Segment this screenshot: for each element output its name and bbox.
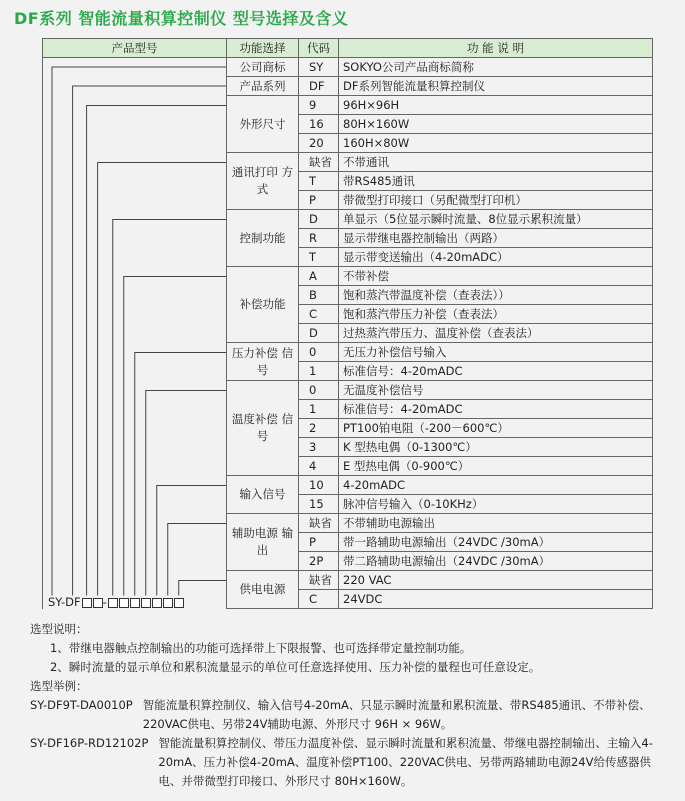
code-cell: 缺省 — [299, 153, 339, 172]
code-cell: 3 — [299, 438, 339, 457]
model-tree-area — [43, 58, 227, 609]
header-function: 功能选择 — [227, 39, 299, 58]
code-cell: 2 — [299, 419, 339, 438]
code-cell: C — [299, 305, 339, 324]
description-cell: 标准信号：4-20mADC — [339, 362, 653, 381]
code-cell: 10 — [299, 476, 339, 495]
description-cell: 脉冲信号输入（0-10KHz） — [339, 495, 653, 514]
description-cell: 4-20mADC — [339, 476, 653, 495]
code-cell: T — [299, 172, 339, 191]
description-cell: 不带补偿 — [339, 267, 653, 286]
code-cell: 缺省 — [299, 571, 339, 590]
example-desc: 智能流量积算控制仪、带压力温度补偿、显示瞬时流量和累积流量、带继电器控制输出、主输入4-20mA、压力补偿4-20mA、温度补偿PT100、220VAC供电、另带两路辅助电源24V给传感器供电、并带微型打印接口、外形尺寸 80H×160W。 — [158, 736, 653, 788]
model-code-box — [82, 598, 92, 608]
function-category: 补偿功能 — [227, 267, 299, 343]
description-cell: 标准信号：4-20mADC — [339, 400, 653, 419]
function-category: 压力补偿 信 号 — [227, 343, 299, 381]
header-product-model: 产品型号 — [43, 39, 227, 58]
example-code: SY-DF16P-RD12102P — [30, 736, 149, 750]
code-cell: D — [299, 324, 339, 343]
note-item: 2、瞬时流量的显示单位和累积流量显示的单位可任意选择使用、压力补偿的量程也可任意设定。 — [50, 660, 541, 674]
code-cell: T — [299, 248, 339, 267]
code-cell: 1 — [299, 400, 339, 419]
model-separator: - — [102, 595, 107, 609]
code-cell: A — [299, 267, 339, 286]
description-cell: 96H×96H — [339, 96, 653, 115]
code-cell: 1 — [299, 362, 339, 381]
example-code: SY-DF9T-DA0010P — [30, 698, 133, 712]
description-cell: 带RS485通讯 — [339, 172, 653, 191]
example-1 — [30, 696, 670, 734]
description-cell: 80H×160W — [339, 115, 653, 134]
code-cell: 16 — [299, 115, 339, 134]
function-category: 产品系列 — [227, 77, 299, 96]
description-cell: 无温度补偿信号 — [339, 381, 653, 400]
description-cell: K 型热电偶（0-1300℃） — [339, 438, 653, 457]
code-cell: R — [299, 229, 339, 248]
description-cell: 不带通讯 — [339, 153, 653, 172]
header-description: 功 能 说 明 — [339, 39, 653, 58]
code-cell: 缺省 — [299, 514, 339, 533]
description-cell: 带一路辅助电源输出（24VDC /30mA） — [339, 533, 653, 552]
function-category: 控制功能 — [227, 210, 299, 267]
code-cell: 0 — [299, 381, 339, 400]
description-cell: 显示带变送输出（4-20mADC） — [339, 248, 653, 267]
code-cell: P — [299, 191, 339, 210]
function-category: 辅助电源 输 出 — [227, 514, 299, 571]
model-code-box — [174, 598, 184, 608]
code-cell: 15 — [299, 495, 339, 514]
model-code-box — [152, 598, 162, 608]
model-selection-table — [42, 38, 653, 609]
function-category: 温度补偿 信 号 — [227, 381, 299, 476]
model-code-box — [93, 598, 103, 608]
description-cell: DF系列智能流量积算控制仪 — [339, 77, 653, 96]
function-category: 外形尺寸 — [227, 96, 299, 153]
examples-heading: 选型举例： — [30, 679, 88, 693]
model-code-box — [130, 598, 140, 608]
description-cell: 无压力补偿信号输入 — [339, 343, 653, 362]
description-cell: 不带辅助电源输出 — [339, 514, 653, 533]
notes-heading: 选型说明： — [30, 622, 88, 636]
function-category: 输入信号 — [227, 476, 299, 514]
description-cell: PT100铂电阻（-200－600℃） — [339, 419, 653, 438]
code-cell: 4 — [299, 457, 339, 476]
code-cell: C — [299, 590, 339, 609]
description-cell: 饱和蒸汽带温度补偿（查表法）） — [339, 286, 653, 305]
example-2 — [30, 734, 670, 791]
code-cell: SY — [299, 58, 339, 77]
code-cell: 9 — [299, 96, 339, 115]
table-header-row — [43, 39, 653, 58]
table-row — [43, 58, 653, 77]
model-code-box — [119, 598, 129, 608]
code-cell: D — [299, 210, 339, 229]
description-cell: 单显示（5位显示瞬时流量、8位显示累积流量） — [339, 210, 653, 229]
description-cell: 220 VAC — [339, 571, 653, 590]
function-category: 供电电源 — [227, 571, 299, 609]
note-item: 1、带继电器触点控制输出的功能可选择带上下限报警、也可选择带定量控制功能。 — [50, 641, 472, 655]
example-desc: 智能流量积算控制仪、输入信号4-20mA、只显示瞬时流量和累积流量、带RS485通讯、不带补偿、220VAC供电、另带24V辅助电源、外形尺寸 96H × 96W。 — [142, 698, 651, 731]
function-category: 公司商标 — [227, 58, 299, 77]
code-cell: DF — [299, 77, 339, 96]
code-cell: 2P — [299, 552, 339, 571]
function-category: 通讯打印 方 式 — [227, 153, 299, 210]
description-cell: 24VDC — [339, 590, 653, 609]
code-cell: B — [299, 286, 339, 305]
description-cell: 饱和蒸汽带压力补偿（查表法） — [339, 305, 653, 324]
description-cell: E 型热电偶（0-900℃） — [339, 457, 653, 476]
code-cell: 0 — [299, 343, 339, 362]
description-cell: 160H×80W — [339, 134, 653, 153]
header-code: 代码 — [299, 39, 339, 58]
page-title: DF系列 智能流量积算控制仪 型号选择及含义 — [14, 9, 349, 28]
table-body — [43, 58, 653, 609]
notes-section — [30, 620, 670, 791]
model-code-box — [141, 598, 151, 608]
description-cell: 带微型打印接口（另配微型打印机） — [339, 191, 653, 210]
code-cell: 20 — [299, 134, 339, 153]
code-cell: P — [299, 533, 339, 552]
model-template-label — [48, 595, 184, 609]
description-cell: SOKYO公司产品商标简称 — [339, 58, 653, 77]
description-cell: 显示带继电器控制输出（两路） — [339, 229, 653, 248]
model-code-box — [163, 598, 173, 608]
model-code-box — [108, 598, 118, 608]
description-cell: 带二路辅助电源输出（24VDC /30mA） — [339, 552, 653, 571]
description-cell: 过热蒸汽带压力、温度补偿（查表法） — [339, 324, 653, 343]
model-prefix: SY-DF — [48, 595, 81, 609]
